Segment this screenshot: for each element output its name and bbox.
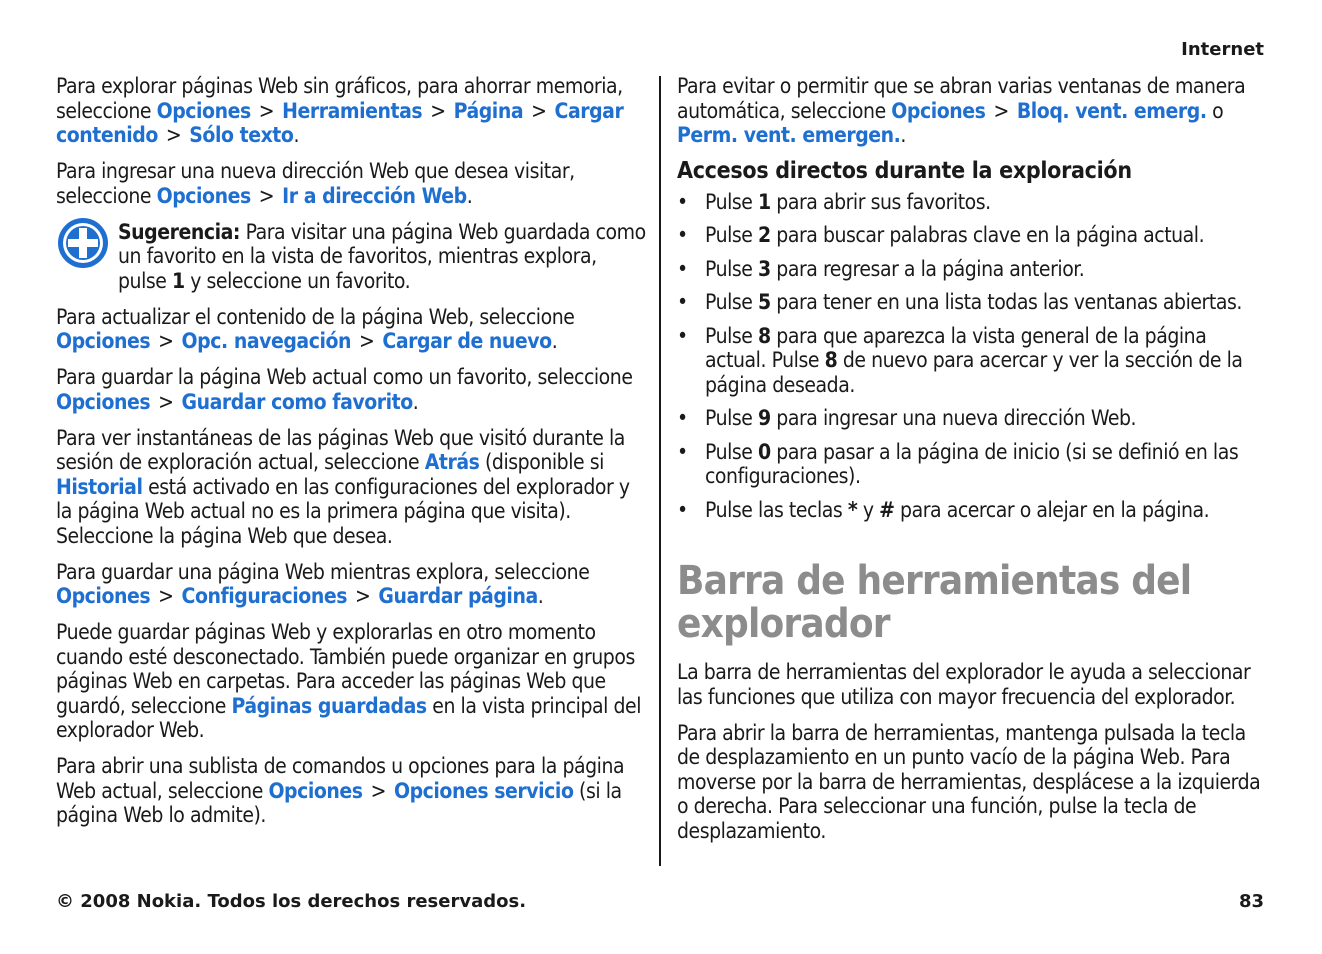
menu-path-opciones-servicio[interactable]: Opciones servicio bbox=[393, 778, 574, 803]
menu-path-opciones[interactable]: Opciones bbox=[268, 778, 363, 803]
menu-path-perm-vent[interactable]: Perm. vent. emergen. bbox=[677, 123, 901, 147]
list-item: • Pulse las teclas * y # para acercar o alejar en la página. bbox=[677, 498, 1269, 523]
paragraph-reload: Para actualizar el contenido de la página Web, seleccione Opciones > Opc. navegación > Cargar de nuevo. bbox=[56, 304, 575, 353]
menu-path-ir-a-direccion[interactable]: Ir a dirección Web bbox=[282, 183, 467, 208]
menu-path-opciones[interactable]: Opciones bbox=[56, 584, 151, 608]
menu-path-opciones[interactable]: Opciones bbox=[156, 183, 251, 208]
footer-copyright: © 2008 Nokia. Todos los derechos reservados. bbox=[56, 891, 527, 912]
paragraph-popups: Para evitar o permitir que se abran varias ventanas de manera automática, seleccione Opciones > Bloq. vent. emerg. o Perm. vent. emergen.. bbox=[677, 74, 1246, 147]
path-separator: > bbox=[355, 584, 371, 608]
paragraph-toolbar-usage: Para abrir la barra de herramientas, mantenga pulsada la tecla de desplazamiento en un punto vacío de la página Web. Para moverse por la barra de herramientas, desplácese a la izquierda o derecha. Para seleccionar una función, pulse la tecla de desplazamiento. bbox=[677, 720, 1261, 843]
paragraph-offline: Puede guardar páginas Web y explorarlas en otro momento cuando esté desconectado. También puede organizar en grupos páginas Web en carpetas. Para acceder las páginas Web que guardó, seleccione Páginas guardadas en la vista principal del explorador Web. bbox=[56, 620, 642, 742]
menu-path-opciones[interactable]: Opciones bbox=[56, 329, 151, 353]
path-separator: > bbox=[258, 98, 275, 123]
right-column bbox=[677, 74, 1269, 855]
paragraph-text-only: Para explorar páginas Web sin gráficos, para ahorrar memoria, seleccione Opciones > Herramientas > Página > Cargar contenido > Sólo texto. bbox=[56, 74, 624, 147]
path-separator: > bbox=[165, 123, 182, 147]
list-item: • Pulse 8 para que aparezca la vista general de la página actual. Pulse 8 de nuevo para acercar y ver la sección de la página deseada. bbox=[677, 324, 1269, 398]
path-separator: > bbox=[258, 183, 275, 208]
menu-path-solo-texto[interactable]: Sólo texto bbox=[189, 123, 294, 147]
menu-path-opciones[interactable]: Opciones bbox=[156, 98, 251, 123]
menu-path-opc-navegacion[interactable]: Opc. navegación bbox=[181, 329, 352, 353]
menu-path-opciones[interactable]: Opciones bbox=[891, 98, 986, 123]
menu-path-paginas-guardadas[interactable]: Páginas guardadas bbox=[231, 693, 427, 718]
page-number: 83 bbox=[1238, 891, 1264, 912]
path-separator: > bbox=[158, 584, 174, 608]
list-item: • Pulse 9 para ingresar una nueva dirección Web. bbox=[677, 406, 1269, 431]
path-separator: > bbox=[158, 329, 174, 353]
paragraph-toolbar-intro: La barra de herramientas del explorador le ayuda a seleccionar las funciones que utiliza con mayor frecuencia del explorador. bbox=[677, 660, 1251, 709]
tip-box bbox=[56, 220, 648, 294]
menu-path-pagina[interactable]: Página bbox=[453, 98, 524, 123]
left-column bbox=[56, 74, 648, 839]
path-separator: > bbox=[993, 98, 1009, 123]
paragraph-new-address: Para ingresar una nueva dirección Web que desea visitar, seleccione Opciones > Ir a dirección Web. bbox=[56, 159, 575, 208]
menu-path-bloq-vent[interactable]: Bloq. vent. emerg. bbox=[1016, 98, 1207, 123]
shortcuts-subheading: Accesos directos durante la exploración bbox=[677, 158, 1132, 184]
list-item: • Pulse 5 para tener en una lista todas las ventanas abiertas. bbox=[677, 290, 1269, 315]
menu-path-historial[interactable]: Historial bbox=[56, 474, 143, 499]
list-item: • Pulse 2 para buscar palabras clave en la página actual. bbox=[677, 223, 1269, 248]
path-separator: > bbox=[359, 329, 375, 353]
list-item: • Pulse 0 para pasar a la página de inicio (si se definió en las configuraciones). bbox=[677, 440, 1269, 489]
menu-path-herramientas[interactable]: Herramientas bbox=[282, 98, 423, 123]
column-divider bbox=[659, 76, 661, 866]
menu-path-cargar-de-nuevo[interactable]: Cargar de nuevo bbox=[382, 329, 552, 353]
tip-text: Sugerencia: Para visitar una página Web guardada como un favorito en la vista de favoritos, mientras explora, pulse 1 y seleccione un favorito. bbox=[118, 219, 646, 293]
shortcuts-list bbox=[677, 190, 1269, 523]
path-separator: > bbox=[370, 778, 386, 803]
tip-label: Sugerencia: bbox=[118, 219, 241, 244]
running-header: Internet bbox=[1181, 39, 1264, 60]
paragraph-save-page: Para guardar una página Web mientras explora, seleccione Opciones > Configuraciones > Guardar página. bbox=[56, 559, 590, 608]
menu-path-opciones[interactable]: Opciones bbox=[56, 389, 151, 414]
menu-path-cargar-contenido[interactable]: Cargar contenido bbox=[56, 98, 624, 147]
menu-path-guardar-favorito[interactable]: Guardar como favorito bbox=[181, 389, 413, 414]
section-heading: Barra de herramientas del explorador bbox=[677, 558, 1192, 647]
paragraph-save-favorite: Para guardar la página Web actual como un favorito, seleccione Opciones > Guardar como favorito. bbox=[56, 365, 633, 414]
path-separator: > bbox=[531, 98, 547, 123]
list-item: • Pulse 1 para abrir sus favoritos. bbox=[677, 190, 1269, 215]
paragraph-service-options: Para abrir una sublista de comandos u opciones para la página Web actual, seleccione Opciones > Opciones servicio (si la página Web lo admite). bbox=[56, 754, 625, 827]
plus-circle-icon bbox=[56, 216, 110, 270]
list-item: • Pulse 3 para regresar a la página anterior. bbox=[677, 257, 1269, 282]
menu-path-configuraciones[interactable]: Configuraciones bbox=[181, 584, 347, 608]
path-separator: > bbox=[158, 389, 174, 414]
menu-path-guardar-pagina[interactable]: Guardar página bbox=[378, 584, 538, 608]
paragraph-snapshots: Para ver instantáneas de las páginas Web que visitó durante la sesión de exploración actual, seleccione Atrás (disponible si Historial está activado en las configuraciones del explorador y la página Web actual no es la primera página que visita). Seleccione la página Web que desea. bbox=[56, 425, 630, 548]
path-separator: > bbox=[430, 98, 446, 123]
menu-path-atras[interactable]: Atrás bbox=[424, 450, 480, 474]
